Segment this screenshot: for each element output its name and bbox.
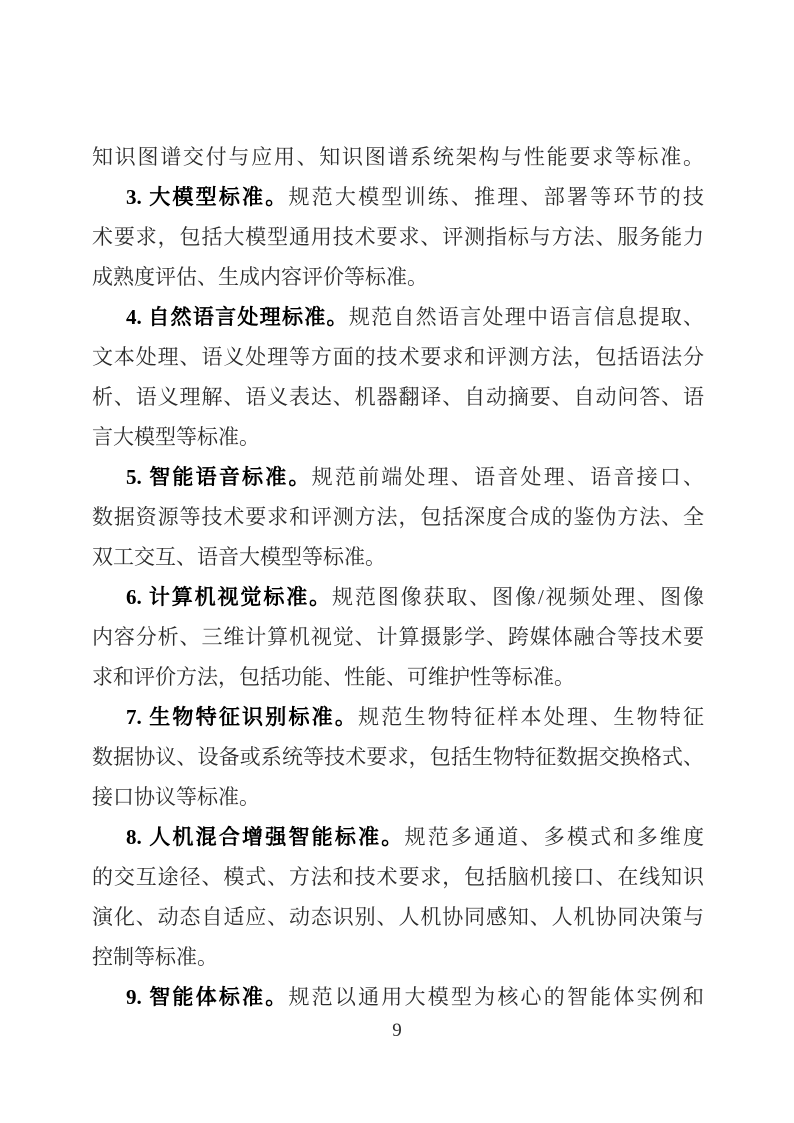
text-line xyxy=(92,697,704,737)
text-line xyxy=(92,897,704,937)
text-line xyxy=(92,937,704,977)
body-text-run: 双工交互、语音大模型等标准。 xyxy=(92,545,386,569)
body-text-run: 数据协议、设备或系统等技术要求，包括生物特征数据交换格式、 xyxy=(92,745,704,769)
text-line xyxy=(92,577,704,617)
text-line xyxy=(92,377,704,417)
text-line xyxy=(92,137,704,177)
text-line xyxy=(92,297,704,337)
text-line xyxy=(92,777,704,817)
body-text-run: 规范自然语言处理中语言信息提取、 xyxy=(348,305,704,329)
section-heading-run: 7. 生物特征识别标准。 xyxy=(126,705,359,729)
text-line xyxy=(92,657,704,697)
text-line xyxy=(92,537,704,577)
text-line xyxy=(92,617,704,657)
section-heading-run: 3. 大模型标准。 xyxy=(126,185,289,209)
body-text-run: 的交互途径、模式、方法和技术要求，包括脑机接口、在线知识 xyxy=(92,865,704,889)
section-heading-run: 9. 智能体标准。 xyxy=(126,985,289,1009)
body-text-run: 析、语义理解、语义表达、机器翻译、自动摘要、自动问答、语 xyxy=(92,385,704,409)
body-text-run: 规范以通用大模型为核心的智能体实例和 xyxy=(288,985,704,1009)
text-line xyxy=(92,457,704,497)
text-line xyxy=(92,177,704,217)
body-text-run: 文本处理、语义处理等方面的技术要求和评测方法，包括语法分 xyxy=(92,345,704,369)
page-number: 9 xyxy=(392,1020,402,1041)
page-body-text xyxy=(92,137,704,1017)
body-text-run: 规范大模型训练、推理、部署等环节的技 xyxy=(288,185,704,209)
text-line xyxy=(92,497,704,537)
text-line xyxy=(92,977,704,1017)
body-text-run: 规范多通道、多模式和多维度 xyxy=(404,825,704,849)
body-text-run: 求和评价方法，包括功能、性能、可维护性等标准。 xyxy=(92,665,575,689)
section-heading-run: 8. 人机混合增强智能标准。 xyxy=(126,825,405,849)
body-text-run: 规范图像获取、图像/视频处理、图像 xyxy=(331,585,704,609)
body-text-run: 接口协议等标准。 xyxy=(92,785,260,809)
text-line xyxy=(92,257,704,297)
section-heading-run: 6. 计算机视觉标准。 xyxy=(126,585,332,609)
body-text-run: 数据资源等技术要求和评测方法，包括深度合成的鉴伪方法、全 xyxy=(92,505,704,529)
text-line xyxy=(92,737,704,777)
text-line xyxy=(92,817,704,857)
text-line xyxy=(92,337,704,377)
body-text-run: 演化、动态自适应、动态识别、人机协同感知、人机协同决策与 xyxy=(92,905,704,929)
section-heading-run: 5. 智能语音标准。 xyxy=(126,465,312,489)
body-text-run: 内容分析、三维计算机视觉、计算摄影学、跨媒体融合等技术要 xyxy=(92,625,704,649)
body-text-run: 言大模型等标准。 xyxy=(92,425,260,449)
body-text-run: 控制等标准。 xyxy=(92,945,218,969)
body-text-run: 成熟度评估、生成内容评价等标准。 xyxy=(92,265,428,289)
text-line xyxy=(92,217,704,257)
text-line xyxy=(92,857,704,897)
section-heading-run: 4. 自然语言处理标准。 xyxy=(126,305,349,329)
body-text-run: 知识图谱交付与应用、知识图谱系统架构与性能要求等标准。 xyxy=(92,145,704,169)
text-line xyxy=(92,417,704,457)
body-text-run: 术要求，包括大模型通用技术要求、评测指标与方法、服务能力 xyxy=(92,225,704,249)
body-text-run: 规范生物特征样本处理、生物特征 xyxy=(358,705,704,729)
body-text-run: 规范前端处理、语音处理、语音接口、 xyxy=(311,465,704,489)
